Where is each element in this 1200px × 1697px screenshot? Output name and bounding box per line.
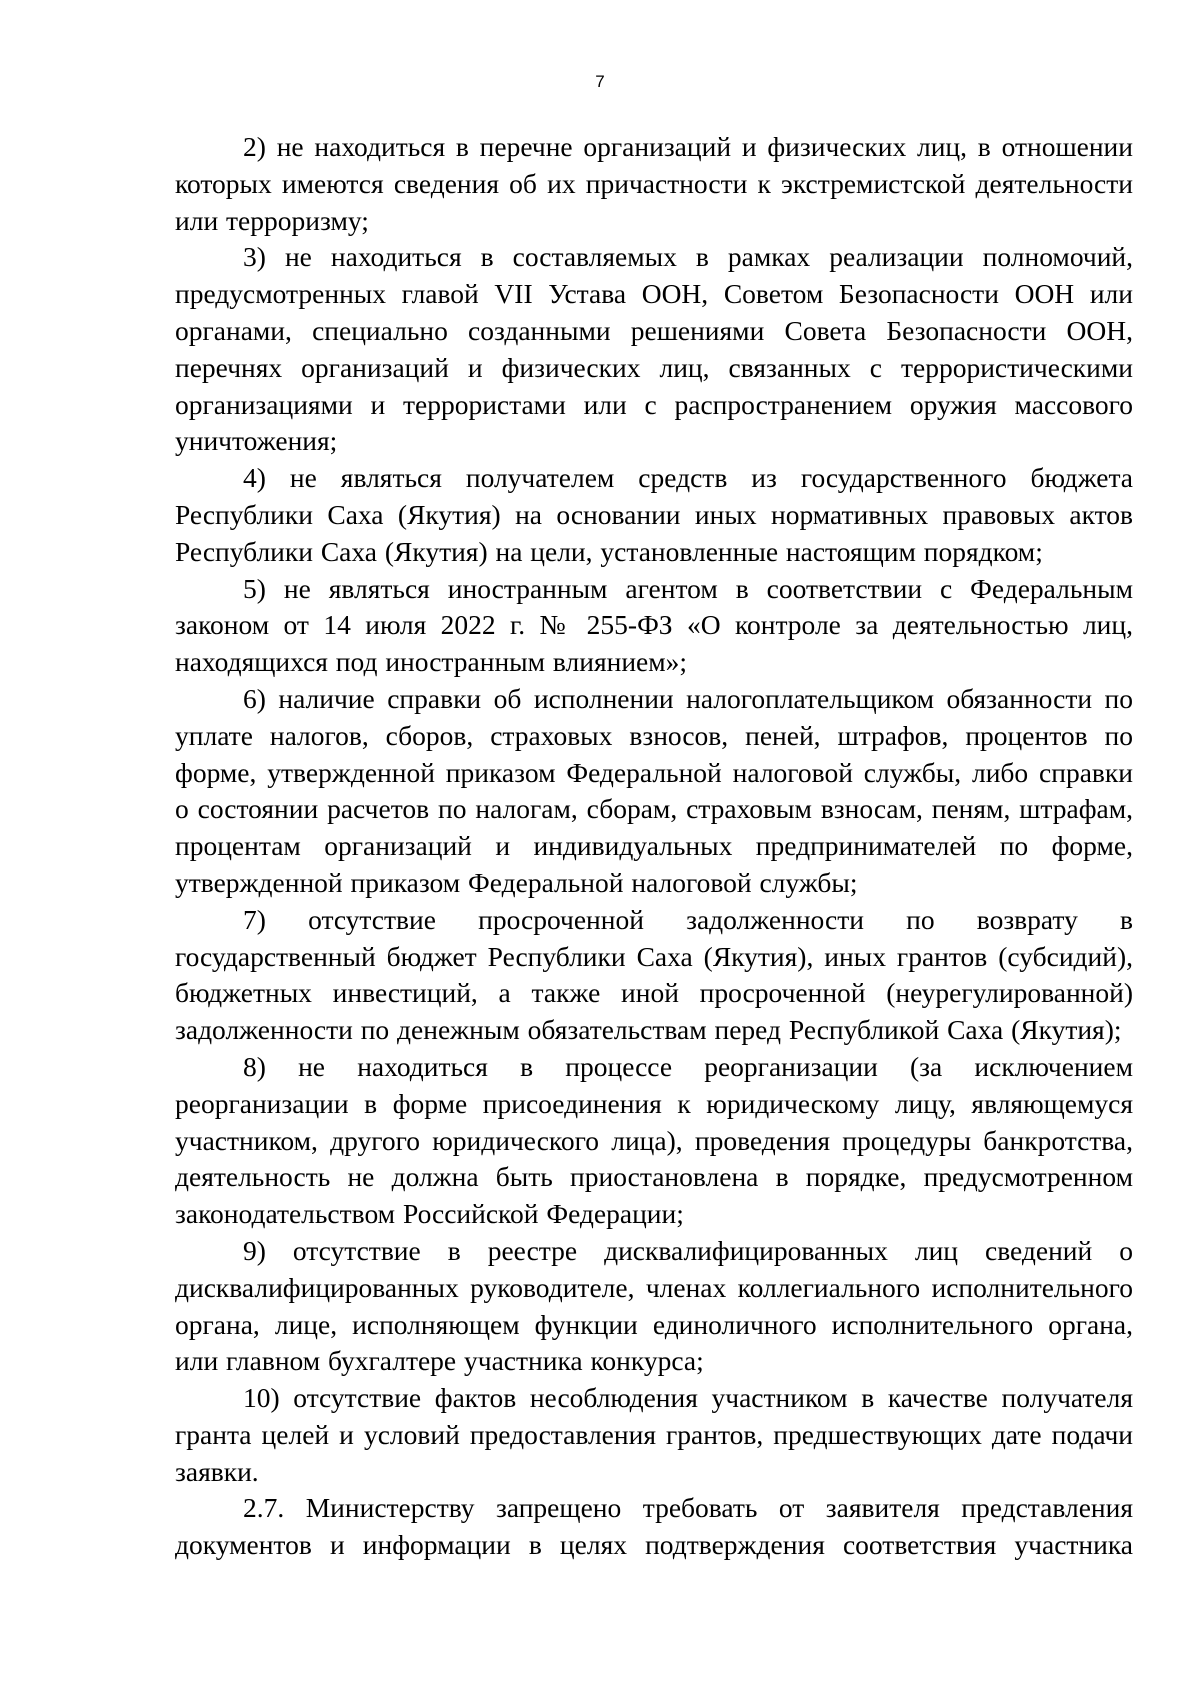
paragraph-item-5: 5) не являться иностранным агентом в соответствии с Федеральным законом от 14 июля 2022 г. № 255-ФЗ «О контроле за деятельностью лиц, находящихся под иностранным влиянием»; xyxy=(175,572,1133,678)
paragraph-item-2: 2) не находиться в перечне организаций и физических лиц, в отношении которых имеются сведения об их причастности к экстремистской деятельности или терроризму; xyxy=(175,131,1133,236)
paragraph-item-7: 7) отсутствие просроченной задолженности по возврату в государственный бюджет Республики Саха (Якутия), иных грантов (субсидий), бюджетных инвестиций, а также иной просроченной (неурегулированной) задолженности по денежным обязательствам перед Республикой Саха (Якутия); xyxy=(175,903,1133,1046)
paragraph-item-4: 4) не являться получателем средств из государственного бюджета Республики Саха (Якутия) на основании иных нормативных правовых актов Республики Саха (Якутия) на цели, установленные настоящим порядком; xyxy=(175,462,1133,567)
document-body xyxy=(175,129,1133,1564)
paragraph-item-10: 10) отсутствие фактов несоблюдения участником в качестве получателя гранта целей и условий предоставления грантов, предшествующих дате подачи заявки. xyxy=(175,1382,1133,1487)
paragraph-item-6: 6) наличие справки об исполнении налогоплательщиком обязанности по уплате налогов, сборов, страховых взносов, пеней, штрафов, процентов по форме, утвержденной приказом Федеральной налоговой службы, либо справки о состоянии расчетов по налогам, сборам, страховым взносам, пеням, штрафам, процентам организаций и индивидуальных предпринимателей по форме, утвержденной приказом Федеральной налоговой службы; xyxy=(175,682,1133,898)
paragraph-item-8: 8) не находиться в процессе реорганизации (за исключением реорганизации в форме присоединения к юридическому лицу, являющемуся участником, другого юридического лица), проведения процедуры банкротства, деятельность не должна быть приостановлена в порядке, предусмотренном законодательством Российской Федерации; xyxy=(175,1050,1133,1230)
page-number: 7 xyxy=(595,72,605,91)
paragraph-item-9: 9) отсутствие в реестре дисквалифицированных лиц сведений о дисквалифицированных руководителе, членах коллегиального исполнительного органа, лице, исполняющем функции единоличного исполнительного органа, или главном бухгалтере участника конкурса; xyxy=(175,1234,1133,1377)
paragraph-section-2-7: 2.7. Министерству запрещено требовать от заявителя представления документов и информации в целях подтверждения соответствия участника xyxy=(175,1492,1133,1561)
paragraph-item-3: 3) не находиться в составляемых в рамках реализации полномочий, предусмотренных главой VII Устава ООН, Советом Безопасности ООН или органами, специально созданными решениями Совета Безопасности ООН, перечнях организаций и физических лиц, связанных с террористическими организациями и террористами или с распространением оружия массового уничтожения; xyxy=(175,241,1133,457)
